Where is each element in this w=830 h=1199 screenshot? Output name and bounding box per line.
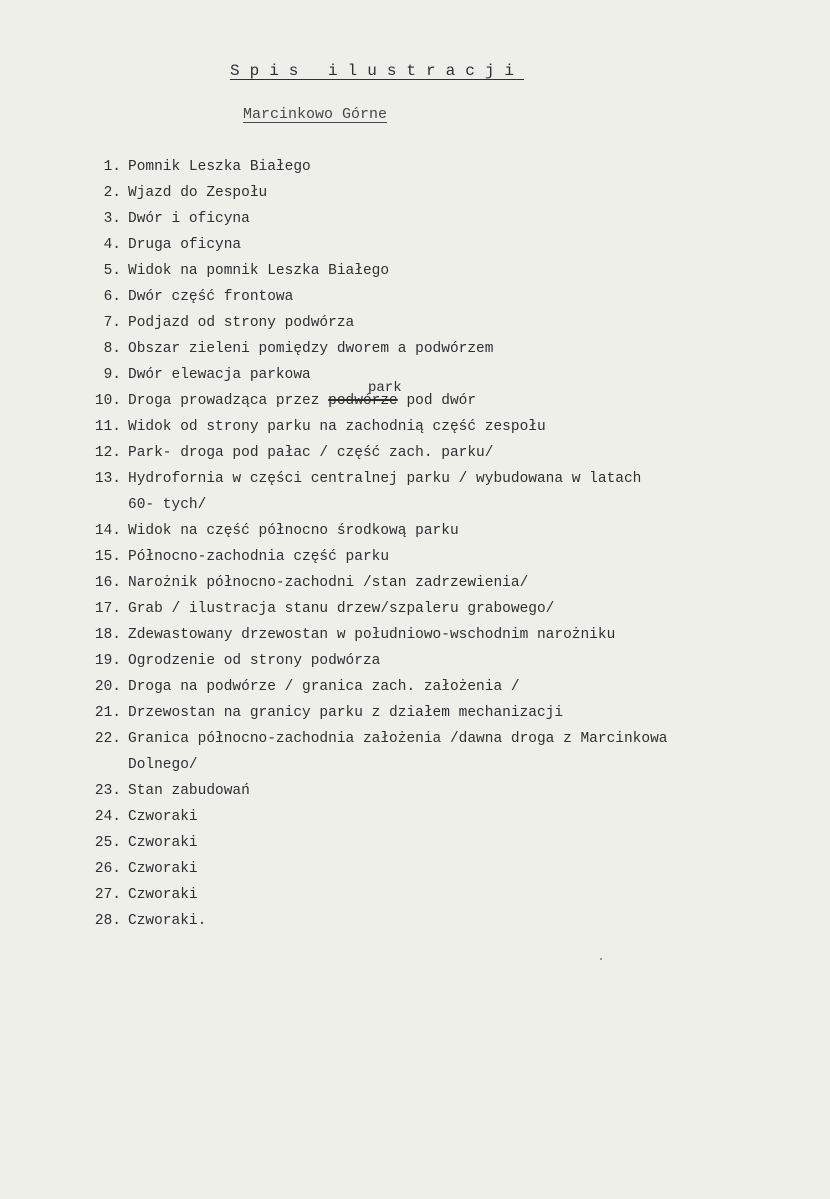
item-text: Droga na podwórze / granica zach. założenia / <box>128 679 520 695</box>
item-number: 1. <box>103 159 121 175</box>
item-text: Widok od strony parku na zachodnią część zespołu <box>128 419 546 435</box>
item-number: 10. <box>94 393 121 409</box>
item-text: Dwór elewacja parkowa <box>128 367 311 383</box>
page-subtitle: Marcinkowo Górne <box>243 106 388 123</box>
item-number: 9. <box>103 367 121 383</box>
item-text: Dwór i oficyna <box>128 211 250 227</box>
item-number: 15. <box>94 549 121 565</box>
item-number: 4. <box>103 237 121 253</box>
item-text: Ogrodzenie od strony podwórza <box>128 653 381 669</box>
item-number: 19. <box>94 653 121 669</box>
item-number: 8. <box>103 341 121 357</box>
item-text-continuation: Dolnego/ <box>128 757 198 773</box>
item-text: Granica północno-zachodnia założenia /dawna droga z Marcinkowa <box>128 731 668 747</box>
item-text: Stan zabudowań <box>128 783 250 799</box>
struck-word: podwórze <box>328 393 398 409</box>
item-text-continuation: 60- tych/ <box>128 497 207 513</box>
item-number: 13. <box>94 471 121 487</box>
item-number: 12. <box>94 445 121 461</box>
item-number: 25. <box>94 835 121 851</box>
item-text-before: Droga prowadząca przez <box>128 393 329 409</box>
item-number: 5. <box>103 263 121 279</box>
item-number: 27. <box>94 887 121 903</box>
item-number: 16. <box>94 575 121 591</box>
item-text: Zdewastowany drzewostan w południowo-wschodnim narożniku <box>128 627 616 643</box>
item-text-after: pod dwór <box>397 393 477 409</box>
item-number: 17. <box>94 601 121 617</box>
handwritten-insert: park <box>368 380 402 396</box>
item-number: 22. <box>94 731 121 747</box>
item-number: 3. <box>103 211 121 227</box>
item-number: 2. <box>103 185 121 201</box>
item-text: Widok na część północno środkową parku <box>128 523 459 539</box>
item-text: Czworaki. <box>128 913 207 929</box>
page-title: Spis ilustracji <box>230 62 525 80</box>
item-text: Park- droga pod pałac / część zach. parku/ <box>128 445 494 461</box>
item-number: 24. <box>94 809 121 825</box>
item-text: Obszar zieleni pomiędzy dworem a podwórzem <box>128 341 494 357</box>
item-text: Widok na pomnik Leszka Białego <box>128 263 390 279</box>
item-text <box>128 392 476 410</box>
item-number: 14. <box>94 523 121 539</box>
item-number: 7. <box>103 315 121 331</box>
item-text: Czworaki <box>128 809 198 825</box>
item-text: Wjazd do Zespołu <box>128 185 268 201</box>
item-number: 18. <box>94 627 121 643</box>
item-text: Pomnik Leszka Białego <box>128 159 311 175</box>
item-text: Czworaki <box>128 887 198 903</box>
item-number: 23. <box>94 783 121 799</box>
item-number: 26. <box>94 861 121 877</box>
item-text: Czworaki <box>128 861 198 877</box>
item-text: Drzewostan na granicy parku z działem mechanizacji <box>128 705 564 721</box>
item-number: 11. <box>94 419 121 435</box>
item-text: Druga oficyna <box>128 237 242 253</box>
item-text: Podjazd od strony podwórza <box>128 315 355 331</box>
item-number: 6. <box>103 289 121 305</box>
paper-speck <box>600 958 602 960</box>
item-number: 28. <box>94 913 121 929</box>
item-text: Hydrofornia w części centralnej parku / wybudowana w latach <box>128 471 642 487</box>
item-text: Grab / ilustracja stanu drzew/szpaleru grabowego/ <box>128 601 555 617</box>
item-number: 21. <box>94 705 121 721</box>
item-text: Północno-zachodnia część parku <box>128 549 390 565</box>
item-text: Narożnik północno-zachodni /stan zadrzewienia/ <box>128 575 529 591</box>
item-text: Dwór część frontowa <box>128 289 294 305</box>
item-number: 20. <box>94 679 121 695</box>
item-text: Czworaki <box>128 835 198 851</box>
